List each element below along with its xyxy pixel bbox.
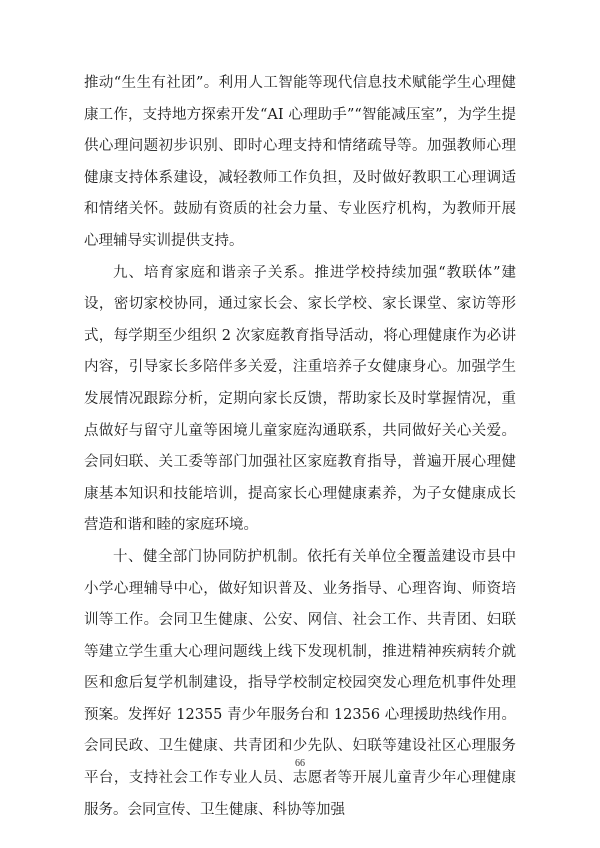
body-text bbox=[84, 68, 516, 826]
paragraph-continuation: 推动“生生有社团”。利用人工智能等现代信息技术赋能学生心理健康工作，支持地方探索开发“AI 心理助手”“智能减压室”，为学生提供心理问题初步识别、即时心理支持和情绪疏导等。加强教师心理健康支持体系建设，减轻教师工作负担，及时做好教职工心理调适和情绪关怀。鼓励有资质的社会力量、专业医疗机构，为教师开展心理辅导实训提供支持。 bbox=[84, 75, 516, 249]
page-number: 66 bbox=[295, 758, 305, 769]
paragraph-section-ten: 十、健全部门协同防护机制。依托有关单位全覆盖建设市县中小学心理辅导中心，做好知识普及、业务指导、心理咨询、师资培训等工作。会同卫生健康、公安、网信、社会工作、共青团、妇联等建立学生重大心理问题线上线下发现机制，推进精神疾病转介就医和愈后复学机制建设，指导学校制定校园突发心理危机事件处理预案。发挥好 12355 青少年服务台和 12356 心理援助热线作用。会同民政、卫生健康、共青团和少先队、妇联等建设社区心理服务平台，支持社会工作专业人员、志愿者等开展儿童青少年心理健康服务。会同宣传、卫生健康、科协等加强 bbox=[84, 548, 516, 818]
paragraph-section-nine: 九、培育家庭和谐亲子关系。推进学校持续加强“教联体”建设，密切家校协同，通过家长会、家长学校、家长课堂、家访等形式，每学期至少组织 2 次家庭教育指导活动，将心理健康作为必讲内容，引导家长多陪伴多关爱，注重培养子女健康身心。加强学生发展情况跟踪分析，定期向家长反馈，帮助家长及时掌握情况，重点做好与留守儿童等困境儿童家庭沟通联系，共同做好关心关爱。会同妇联、关工委等部门加强社区家庭教育指导，普遍开展心理健康基本知识和技能培训，提高家长心理健康素养，为子女健康成长营造和谐和睦的家庭环境。 bbox=[84, 264, 516, 534]
